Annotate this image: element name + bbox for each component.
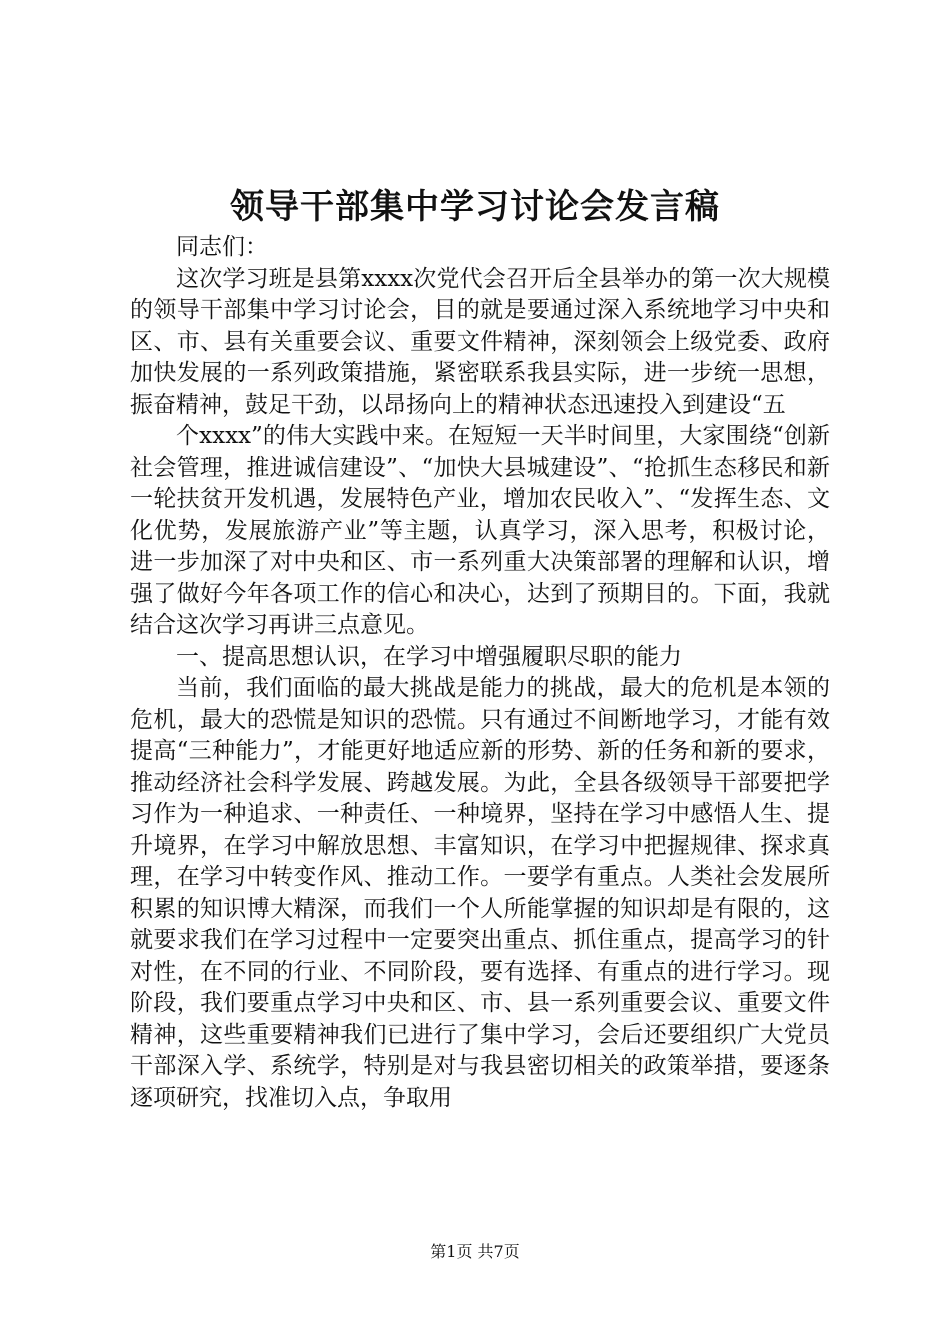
body-paragraph: 个xxxx”的伟大实践中来。在短短一天半时间里，大家围绕“创新社会管理，推进诚信建设”、“加快大县城建设”、“抢抓生态移民和新一轮扶贫开发机遇，发展特色产业，增加农民收入”、“发挥生态、文化优势，发展旅游产业”等主题，认真学习，深入思考，积极讨论，进一步加深了对中央和区、市一系列重大决策部署的理解和认识，增强了做好今年各项工作的信心和决心，达到了预期目的。下面，我就结合这次学习再讲三点意见。 [130, 423, 830, 638]
section-heading: 一、提高思想认识，在学习中增强履职尽职的能力 [176, 643, 682, 670]
salutation-paragraph: 同志们： [176, 234, 268, 260]
document-title: 领导干部集中学习讨论会发言稿 [230, 187, 720, 227]
document-body [130, 232, 830, 1114]
body-paragraph: 这次学习班是县第xxxx次党代会召开后全县举办的第一次大规模的领导干部集中学习讨论会，目的就是要通过深入系统地学习中央和区、市、县有关重要会议、重要文件精神，深刻领会上级党委、政府加快发展的一系列政策措施，紧密联系我县实际，进一步统一思想，振奋精神，鼓足干劲，以昂扬向上的精神状态迅速投入到建设“五 [130, 265, 830, 418]
body-paragraph: 当前，我们面临的最大挑战是能力的挑战，最大的危机是本领的危机，最大的恐慌是知识的恐慌。只有通过不间断地学习，才能有效提高“三种能力”，才能更好地适应新的形势、新的任务和新的要求，推动经济社会科学发展、跨越发展。为此，全县各级领导干部要把学习作为一种追求、一种责任、一种境界，坚持在学习中感悟人生、提升境界，在学习中解放思想、丰富知识，在学习中把握规律、探求真理，在学习中转变作风、推动工作。一要学有重点。人类社会发展所积累的知识博大精深，而我们一个人所能掌握的知识却是有限的，这就要求我们在学习过程中一定要突出重点、抓住重点，提高学习的针对性，在不同的行业、不同阶段，要有选择、有重点的进行学习。现阶段，我们要重点学习中央和区、市、县一系列重要会议、重要文件精神，这些重要精神我们已进行了集中学习，会后还要组织广大党员干部深入学、系统学，特别是对与我县密切相关的政策举措，要逐条逐项研究，找准切入点，争取用 [130, 675, 830, 1111]
page-footer: 第1页 共7页 [430, 1242, 520, 1261]
